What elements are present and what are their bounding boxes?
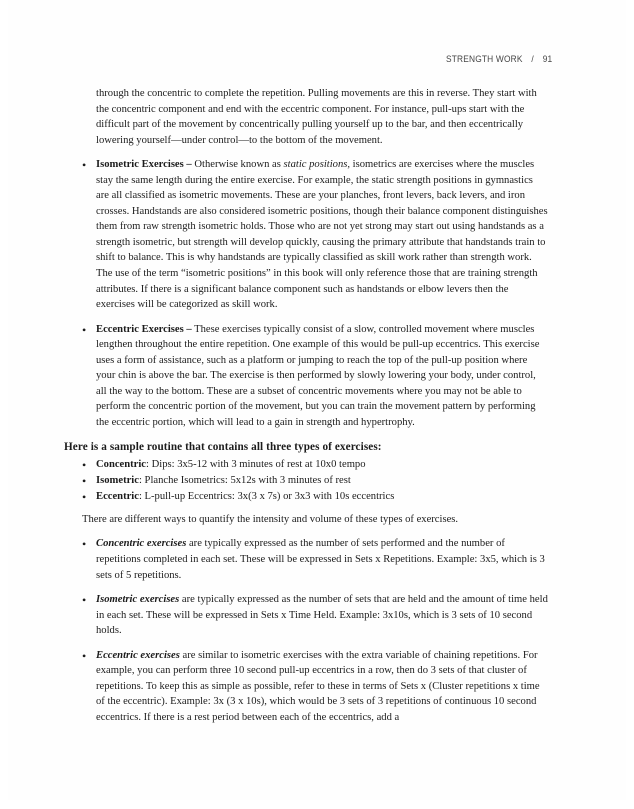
routine-label: Concentric <box>96 459 147 471</box>
header-separator: / <box>531 54 534 65</box>
routine-heading: Here is a sample routine that contains all three types of exercises: <box>64 441 382 454</box>
description: are typically expressed as the number of sets that are held and the amount of time held in each set. These will be expressed in Sets x Time Held. Example: 3x10s, which is 3 sets of 10 second holds. <box>96 594 548 637</box>
routine-text: Dips: 3x5-12 with 3 minutes of rest at 10x0 tempo <box>151 459 366 471</box>
description: These exercises typically consist of a slow, controlled movement where muscles lengthen throughout the entire repetition. One example of this would be pull-up eccentrics. This exercise uses a form of assistance, such as a platform or jumping to reach the top of the pull-up position where your chin is above the bar. The exercise is then performed by slowly lowering your body, under control, all the way to the bottom. These are a subset of concentric movements where you may not be able to perform the concentric portion of the movement, but you can train the movement pattern by performing the eccentric portion, which will lead to a gain in strength and hypertrophy. <box>96 323 540 428</box>
separator: : <box>138 475 145 487</box>
term-eccentric-exercises: Eccentric Exercises – <box>96 323 192 335</box>
sample-routine-list <box>0 457 634 504</box>
routine-label: Isometric <box>96 475 139 487</box>
term-eccentric-exercises: Eccentric exercises <box>96 649 180 661</box>
bullet-icon: • <box>82 322 87 337</box>
term-isometric-exercises: Isometric exercises <box>96 594 180 606</box>
page-content <box>0 86 634 725</box>
bullet-icon: • <box>82 458 87 473</box>
description: are similar to isometric exercises with the extra variable of chaining repetitions. For example, you can perform three 10 second pull-up eccentrics in a row, then do 3 sets of that cluster of repetitions. To keep this as simple as possible, refer to these in terms of Sets x (Cluster repetitions x time of the eccentric). Example: 3x (3 x 10s), which would be 3 sets of 3 repetitions of continuous 10 second eccentrics. If there is a rest period between each of the eccentrics, add a <box>96 649 540 723</box>
quantify-list <box>0 536 634 725</box>
exercise-types-list <box>0 157 634 430</box>
bullet-icon: • <box>82 158 87 173</box>
routine-item-concentric <box>82 457 548 473</box>
quantify-intro: There are different ways to quantify the intensity and volume of these types of exercises. <box>82 513 459 525</box>
page-number: 91 <box>542 54 553 65</box>
header-section-title: STRENGTH WORK <box>446 54 523 65</box>
routine-item-isometric <box>82 473 548 489</box>
text: Otherwise known as <box>191 159 284 171</box>
bullet-icon: • <box>82 648 87 663</box>
list-item-eccentric-exercises <box>82 322 548 431</box>
term-concentric-exercises: Concentric exercises <box>96 538 187 550</box>
list-item-concentric-quantify <box>82 536 548 583</box>
routine-text: Planche Isometrics: 5x12s with 3 minutes of rest <box>144 475 351 487</box>
continuation-paragraph: through the concentric to complete the repetition. Pulling movements are this in reverse. They start with the concentric component and end with the eccentric component. For instance, pull-ups start with the difficult part of the movement by concentrically pulling yourself up to the bar, and then eccentrically lowering yourself—under control—to the bottom of the movement. <box>96 88 537 146</box>
term-isometric-exercises: Isometric Exercises – <box>96 159 192 171</box>
bullet-icon: • <box>82 474 87 489</box>
bullet-icon: • <box>82 490 87 505</box>
bullet-icon: • <box>82 593 87 608</box>
routine-label: Eccentric <box>96 491 139 503</box>
list-item-isometric-quantify <box>82 592 548 639</box>
description: are typically expressed as the number of sets performed and the number of repetitions completed in each set. These will be expressed in Sets x Repetitions. Example: 3x5, which is 3 sets of 5 repetitions. <box>96 538 545 581</box>
separator: : <box>146 459 152 471</box>
bullet-icon: • <box>82 537 87 552</box>
routine-item-eccentric <box>82 489 548 505</box>
routine-text: L-pull-up Eccentrics: 3x(3 x 7s) or 3x3 with 10s eccentrics <box>144 491 395 503</box>
list-item-eccentric-quantify <box>82 648 548 726</box>
emphasis-static-positions: static positions, <box>283 159 351 171</box>
description: isometrics are exercises where the muscles stay the same length during the entire exercise. For example, the static strength positions in gymnastics are all classified as isometric movements. These are your planches, front levers, back levers, and iron crosses. Handstands are also considered isometric positions, though their balance component distinguishes them from raw strength isometric holds. Those who are not yet strong may start out using handstands as a strength isometric, but strength will develop quickly, causing the primary attribute that handstands train to shift to balance. This is why handstands are typically classified as skill work rather than strength work. The use of the term “isometric positions” in this book will only reference those that are training strength attributes. If there is a significant balance component such as handstands or elbow levers then the exercises will be categorized as skill work. <box>96 159 548 311</box>
running-header <box>446 54 552 65</box>
separator: : <box>138 491 145 503</box>
list-item-isometric-exercises <box>82 157 548 312</box>
